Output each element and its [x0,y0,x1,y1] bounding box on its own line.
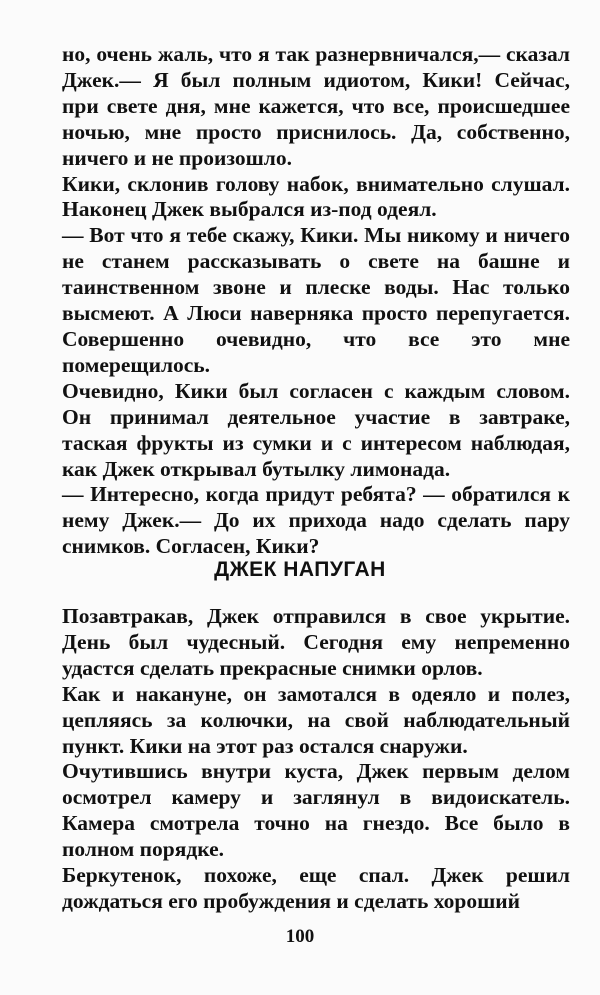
paragraph-continued: Беркутенок, похоже, еще спал. Джек решил дождаться его пробуждения и сделать хороший [62,863,570,913]
paragraph: Очутившись внутри куста, Джек первым делом осмотрел камеру и заглянул в видоискатель. Камера смотрела точно на гнездо. Все было в полном порядке. [62,759,570,862]
text-block-bottom [62,604,570,915]
paragraph: Кики, склонив голову набок, внимательно слушал. Наконец Джек выбрался из-под одеял. [62,171,570,222]
paragraph: Как и накануне, он замотался в одеяло и полез, цепляясь за колючки, на свой наблюдательный пункт. Кики на этот раз остался снаружи. [62,681,570,758]
text-block-top [62,42,570,560]
chapter-heading: ДЖЕК НАПУГАН [214,558,386,581]
paragraph-continuation: но, очень жаль, что я так разнервничался,— сказал Джек.— Я был полным идиотом, Кики! Сейчас, при свете дня, мне кажется, что все, происшедшее ночью, мне просто приснилось. Да, собственно, ничего и не произошло. [62,42,570,170]
paragraph: Позавтракав, Джек отправился в свое укрытие. День был чудесный. Сегодня ему непременно удастся сделать прекрасные снимки орлов. [62,604,570,680]
paragraph-dialogue: — Интересно, когда придут ребята? — обратился к нему Джек.— До их прихода надо сделать пару снимков. Согласен, Кики? [62,482,570,559]
paragraph: Очевидно, Кики был согласен с каждым словом. Он принимал деятельное участие в завтраке, таская фрукты из сумки и с интересом наблюдая, как Джек открывал бутылку лимонада. [62,378,570,481]
page-number: 100 [285,926,315,947]
paragraph-dialogue: — Вот что я тебе скажу, Кики. Мы никому и ничего не станем рассказывать о свете на башне и таинственном звоне и плеске воды. Нас только высмеют. А Люси наверняка просто перепугается. Совершенно очевидно, что все это мне померещилось. [62,223,570,377]
